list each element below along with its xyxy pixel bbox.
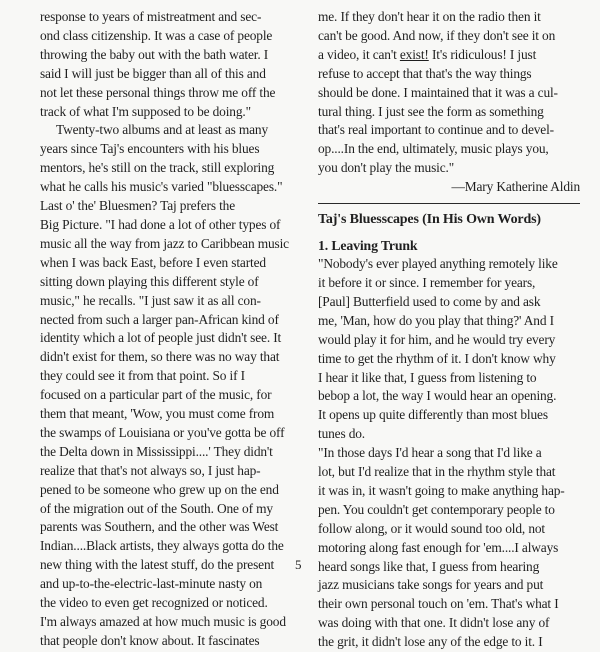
- section-heading: Taj's Bluesscapes (In His Own Words): [318, 212, 541, 228]
- text-line: response to years of mistreatment and sec-: [40, 9, 262, 24]
- text-line: [Paul] Butterfield used to come by and ask: [318, 293, 541, 309]
- text-line: it was in, it wasn't going to make anything hap-: [318, 482, 565, 498]
- text-line: music," he recalls. "I just saw it as all con-: [40, 292, 261, 308]
- text-line: ond class citizenship. It was a case of people: [40, 27, 273, 43]
- text-line: time to get the rhythm of it. I don't know why: [318, 350, 556, 366]
- text-line: the video to even get recognized or noticed.: [40, 595, 268, 611]
- text-line: tural thing. I just see the form as something: [318, 103, 544, 119]
- text-fragment: It's ridiculous! I just: [428, 46, 537, 62]
- text-line: that's real important to continue and to devel-: [318, 122, 554, 138]
- page-number: 5: [295, 557, 302, 572]
- text-line: It opens up quite differently than most blues: [318, 407, 548, 423]
- text-line: of the migration out of the South. One of my: [40, 500, 273, 516]
- text-line: their own personal touch on 'em. That's what I: [318, 596, 559, 612]
- text-line: would play it for him, and he would try every: [318, 331, 556, 347]
- text-line: track of what I'm supposed to be doing.": [40, 103, 251, 119]
- left-paragraph-1: [40, 8, 300, 121]
- text-line: bebop a lot, the way I would hear an opening.: [318, 388, 557, 404]
- text-line: jazz musicians take songs for years and put: [318, 577, 544, 593]
- text-line: op....In the end, ultimately, music plays you,: [318, 141, 549, 157]
- text-line: lot, but I'd realize that in the rhythm style that: [318, 464, 556, 480]
- text-line: mentors, he's still on the track, still exploring: [40, 160, 275, 176]
- left-paragraph-2: [40, 121, 300, 650]
- text-line: I hear it like that, I guess from listening to: [318, 369, 537, 385]
- text-line: "In those days I'd hear a song that I'd like a: [318, 445, 542, 461]
- text-line: was doing with that one. It didn't lose any of: [318, 615, 550, 631]
- text-line: focused on a particular part of the music, for: [40, 387, 272, 403]
- text-line: tunes do.: [318, 426, 366, 442]
- text-fragment: a video, it can't: [318, 46, 400, 62]
- subsection-body: [318, 255, 580, 652]
- text-line: follow along, or it would sound too old, not: [318, 520, 545, 536]
- text-line: the Delta down in Mississippi....' They didn't: [40, 443, 273, 459]
- text-line: I'm always amazed at how much music is good: [40, 614, 286, 629]
- text-line: when I was back East, before I even started: [40, 254, 266, 270]
- text-line: pen. You couldn't get contemporary people to: [318, 501, 555, 517]
- text-line: you don't play the music.": [318, 160, 455, 176]
- text-line: what he calls his music's varied "bluesscapes.": [40, 179, 283, 195]
- text-line: the swamps of Louisiana or you've gotta be off: [40, 424, 285, 440]
- quote-continuation: [318, 8, 580, 178]
- text-line: pened to be someone who grew up on the end: [40, 481, 279, 497]
- text-line: said I will just be bigger than all of this and: [40, 65, 266, 81]
- text-line: that people don't know about. It fascinates: [40, 632, 260, 648]
- text-line: realize that that's not always so, I just hap-: [40, 462, 261, 478]
- text-line: parents was Southern, and the other was West: [40, 519, 279, 535]
- text-line: throwing the baby out with the bath water. I: [40, 46, 269, 62]
- author-attribution: —Mary Katherine Aldin: [451, 179, 580, 195]
- text-line: not let these personal things throw me off the: [40, 84, 276, 100]
- text-line: can't be good. And now, if they don't see it on: [318, 27, 556, 43]
- text-line: me. If they don't hear it on the radio then it: [318, 9, 541, 24]
- underlined-emphasis: exist!: [399, 46, 429, 62]
- right-column: [318, 8, 580, 652]
- text-line: should be done. I maintained that it was a cul-: [318, 84, 558, 100]
- text-line: me, 'Man, how do you play that thing?' And I: [318, 312, 554, 328]
- text-line: the grit, it didn't lose any of the edge to it. I: [318, 634, 543, 650]
- text-line: new thing with the latest stuff, do the present: [40, 557, 275, 573]
- text-line: didn't exist for them, so there was no way that: [40, 349, 280, 365]
- text-line: sitting down playing this different style of: [40, 273, 259, 289]
- text-line: they could see it from that point. So if I: [40, 368, 245, 384]
- section-divider: [318, 203, 580, 204]
- text-line: nected from such a larger pan-African kind of: [40, 311, 279, 327]
- text-line: years since Taj's encounters with his blues: [40, 141, 260, 157]
- subsection-heading: 1. Leaving Trunk: [318, 238, 418, 254]
- text-line: Indian....Black artists, they always gotta do the: [40, 538, 284, 554]
- text-line: "Nobody's ever played anything remotely like: [318, 256, 558, 272]
- text-line: and up-to-the-electric-last-minute nasty on: [40, 576, 263, 592]
- text-line: heard songs like that, I guess from hearing: [318, 558, 540, 574]
- text-line: Twenty-two albums and at least as many: [56, 122, 269, 138]
- text-line: [318, 46, 580, 65]
- text-line: refuse to accept that that's the way things: [318, 65, 532, 81]
- text-line: it before it or since. I remember for years,: [318, 274, 536, 290]
- text-line: them that meant, 'Wow, you must come from: [40, 406, 275, 422]
- text-line: Big Picture. "I had done a lot of other types of: [40, 216, 281, 232]
- text-line: music all the way from jazz to Caribbean music: [40, 235, 289, 251]
- text-line: motoring along fast enough for 'em....I always: [318, 539, 559, 555]
- text-line: identity which a lot of people just didn't see. It: [40, 330, 282, 346]
- left-column: [40, 8, 300, 651]
- text-line: Last o' the' Bluesmen? Taj prefers the: [40, 198, 236, 214]
